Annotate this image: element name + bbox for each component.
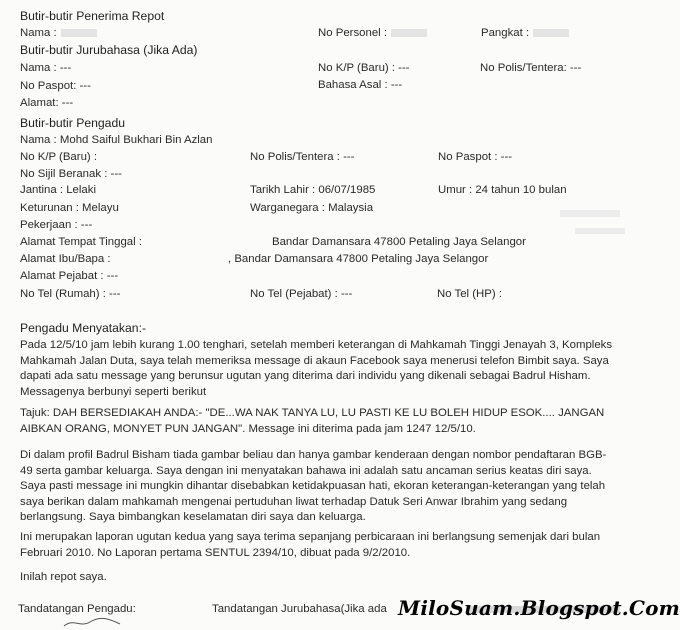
paragraph-line: dapati ada satu message yang berunsur ugutan yang diterima dari individu yang dikenali sebagai Badrul Hisham. [20, 370, 591, 382]
signature-pengadu-label: Tandatangan Pengadu: [18, 603, 136, 615]
jurubahasa-alamat: Alamat: --- [20, 97, 74, 109]
paragraph-line: Pada 12/5/10 jam lebih kurang 1.00 tenghari, setelah memberi keterangan di Mahkamah Tinggi Jenayah 3, Kompleks [20, 339, 613, 351]
pengadu-tarikh-lahir: Tarikh Lahir : 06/07/1985 [250, 184, 376, 196]
pengadu-pekerjaan: Pekerjaan : --- [20, 219, 93, 231]
statement-paragraph-2 [20, 406, 637, 437]
pengadu-nama: Nama : Mohd Saiful Bukhari Bin Azlan [20, 134, 213, 146]
paragraph-line: Di dalam profil Badrul Bisham tiada gambar beliau dan hanya gambar kenderaan dengan nombor pendaftaran BGB- [20, 449, 607, 461]
alamat-pejabat: Alamat Pejabat : --- [20, 270, 119, 282]
statement-paragraph-4 [20, 530, 637, 561]
alamat-tinggal-label: Alamat Tempat Tinggal : [20, 236, 142, 248]
statement-heading: Pengadu Menyatakan:- [20, 321, 147, 335]
pengadu-warganegara: Warganegara : Malaysia [250, 202, 374, 214]
statement-paragraph-3 [20, 448, 637, 526]
scan-artifact [575, 228, 625, 234]
penerima-no-personel: No Personel : [318, 27, 427, 39]
penerima-pangkat: Pangkat : [481, 27, 569, 39]
penerima-nama: Nama : [20, 27, 97, 39]
pengadu-umur: Umur : 24 tahun 10 bulan [438, 184, 567, 196]
paragraph-line: Februari 2010. No Laporan pertama SENTUL 2394/10, dibuat pada 9/2/2010. [20, 546, 411, 559]
jurubahasa-no-kp: No K/P (Baru) : --- [318, 62, 410, 74]
alamat-tinggal-value: Bandar Damansara 47800 Petaling Jaya Selangor [272, 236, 526, 248]
watermark-text: MiloSuam.Blogspot.Com [398, 596, 680, 620]
paragraph-line: Ini merupakan laporan ugutan kedua yang saya terima sepanjang perbicaraan ini berlangsung semenjak dari bulan [20, 531, 601, 543]
jurubahasa-nama: Nama : --- [20, 62, 72, 74]
scan-artifact [560, 210, 620, 217]
signature-scribble [60, 612, 130, 630]
section-title-jurubahasa: Butir-butir Jurubahasa (Jika Ada) [20, 43, 198, 57]
paragraph-line: Messagenya berbunyi seperti berikut [20, 385, 207, 398]
pengadu-no-polis: No Polis/Tentera : --- [250, 151, 355, 163]
section-title-penerima: Butir-butir Penerima Repot [20, 9, 165, 23]
tel-hp: No Tel (HP) : [437, 288, 502, 300]
section-title-pengadu: Butir-butir Pengadu [20, 116, 126, 130]
statement-paragraph-1 [20, 338, 637, 400]
tel-rumah: No Tel (Rumah) : --- [20, 288, 121, 300]
paragraph-line: AIBKAN ORANG, MONYET PUN JANGAN". Message ini diterima pada jam 1247 12/5/10. [20, 422, 476, 435]
pengadu-no-sijil: No Sijil Beranak : --- [20, 168, 122, 180]
statement-closing: Inilah repot saya. [20, 571, 107, 583]
alamat-ibubapa-label: Alamat Ibu/Bapa : [20, 253, 111, 265]
paragraph-line: berlangsung. Saya bimbangkan keselamatan diri saya dan keluarga. [20, 511, 366, 523]
paragraph-line: Tajuk: DAH BERSEDIAKAH ANDA:- "DE...WA NAK TANYA LU, LU PASTI KE LU BOLEH HIDUP ESOK.... JANGAN [20, 407, 605, 419]
alamat-ibubapa-value: , Bandar Damansara 47800 Petaling Jaya Selangor [228, 253, 489, 265]
tel-pejabat: No Tel (Pejabat) : --- [250, 288, 353, 300]
paragraph-line: 49 serta gambar keluarga. Saya dengan ini menyatakan bahawa ini adalah satu ancaman serius keatas diri saya. [20, 464, 592, 477]
signature-jurubahasa-label: Tandatangan Jurubahasa(Jika ada [212, 603, 387, 615]
pengadu-no-paspot: No Paspot : --- [438, 151, 513, 163]
jurubahasa-no-polis: No Polis/Tentera: --- [480, 62, 582, 74]
pengadu-keturunan: Keturunan : Melayu [20, 202, 119, 214]
paragraph-line: Mahkamah Jalan Duta, saya telah memeriksa message di akaun Facebook saya menerusi telefon Bimbit saya. Saya [20, 354, 609, 367]
pengadu-jantina: Jantina : Lelaki [20, 184, 96, 196]
pengadu-no-kp: No K/P (Baru) : [20, 151, 98, 163]
paragraph-line: saya berikan dalam mahkamah mengenai pertuduhan liwat terhadap Datuk Seri Anwar Ibrahim yang sedang [20, 495, 568, 508]
paragraph-line: Saya pasti message ini mungkin dihantar disebabkan ketidakpuasan hati, ekoran keterangan-keterangan yang telah [20, 480, 606, 492]
jurubahasa-bahasa-asal: Bahasa Asal : --- [318, 79, 403, 91]
jurubahasa-no-paspot: No Paspot: --- [20, 80, 91, 92]
